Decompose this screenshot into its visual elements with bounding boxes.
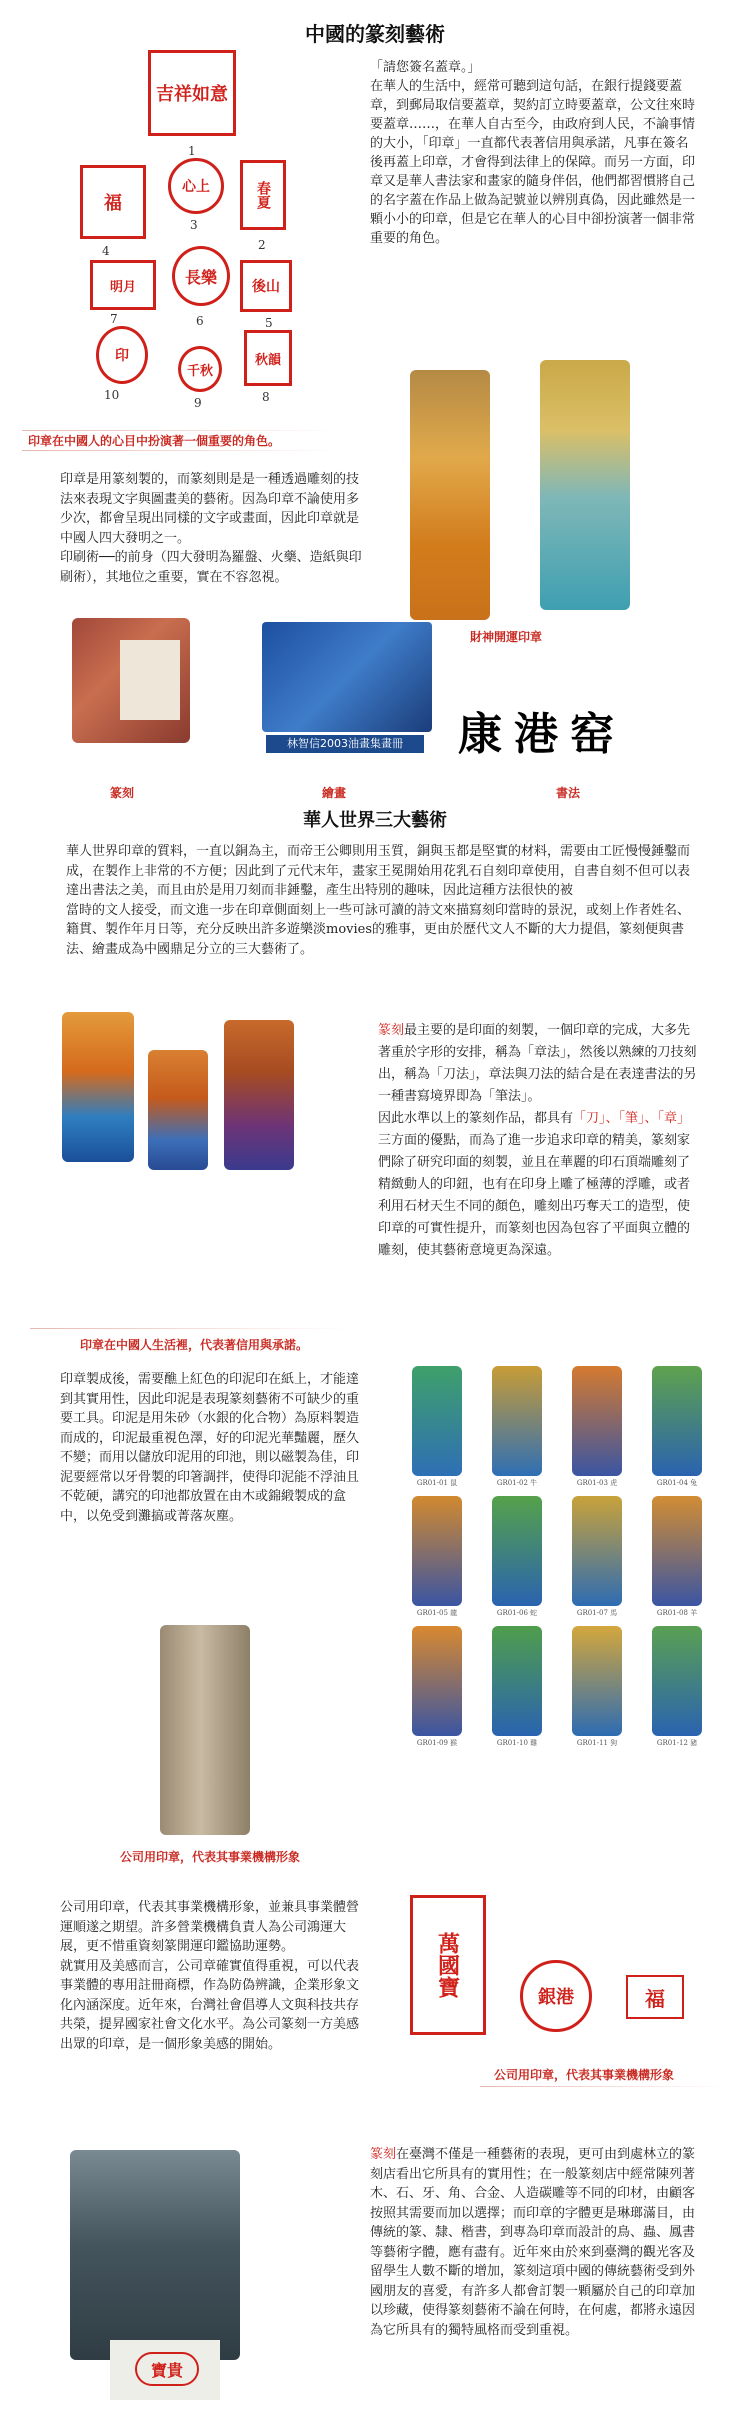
- seal-5-number: 5: [265, 316, 273, 330]
- figurine-photo: [492, 1366, 542, 1476]
- figurine-photo: [652, 1366, 702, 1476]
- zhuanke-text: [378, 1020, 698, 1262]
- section2-text: 華人世界印章的質料，一直以銅為主，而帝王公卿則用玉質，銅與玉都是堅實的材料，需要由工匠慢慢錘鑿而成，在製作上非常的不方便；因此到了元代末年，畫家王冕開始用花乳石自刻印章使用，自書自刻不但可以表達出書法之美，而且由於是用刀刻而非錘鑿，產生出特別的趣味，因此這種方法很快的被 當時的文人接受，而文進一步在印章側面刻上一些可詠可讀的詩文來描寫刻印當時的景況，或刻上作者姓名、籍貫、製作年月日等，充分反映出許多遊樂淡movies的雅事，更由於歷代文人不斷的大力提倡，篆刻便與書法、繪畫成為中國鼎足分立的三大藝術了。: [66, 844, 691, 957]
- calligraphy-slip: [120, 640, 180, 720]
- figurine-label: GR01-02 牛: [496, 1479, 538, 1487]
- figurine-label: GR01-12 豬: [656, 1739, 698, 1747]
- seal-6-number: 6: [196, 314, 204, 328]
- seal-3: [168, 158, 224, 214]
- seal-2-glyph: 春夏: [255, 181, 271, 209]
- seal-7-glyph: 明月: [109, 279, 136, 295]
- calligraphy-text: 康港窑: [458, 709, 626, 760]
- figurine-photo: [572, 1626, 622, 1736]
- glass-seal-photo: [224, 1020, 294, 1170]
- caption-company-seal-2: 公司用印章，代表其事業機構形象: [494, 2068, 675, 2082]
- jade-seal-photo: [540, 360, 630, 610]
- seal-1-number: 1: [188, 144, 196, 158]
- company-seal-1-glyph: 萬國寶: [434, 1932, 461, 1998]
- company-seal-3: [626, 1975, 684, 2019]
- company-seal-2-glyph: 銀港: [538, 1987, 574, 2008]
- seal-collection: [60, 50, 340, 440]
- seal-8: [244, 330, 292, 386]
- figurine-label: GR01-04 兔: [656, 1479, 698, 1487]
- company-seal-1: [410, 1895, 486, 2035]
- seal-2: [240, 160, 286, 230]
- company-text: 公司用印章，代表其事業機構形象，並兼具事業體營運順遂之期望。許多營業機構負責人為公司鴻運大展，更不惜重資刻篆開運印鑑協助運勢。 就實用及美感而言，公司章確實值得重視，可以代表事業體的專用註冊商標，作為防偽辨識，企業形象文化內涵深度。近年來，台灣社會倡導人文與科技共存共榮，提昇國家社會文化水平。為公司篆刻一方美感出眾的印章，是一個形象美感的開始。: [60, 1900, 360, 2052]
- seal-3-number: 3: [190, 218, 198, 232]
- figurine-label: GR01-11 狗: [576, 1739, 618, 1747]
- seal-2-number: 2: [258, 238, 266, 252]
- figurine-photo: [652, 1496, 702, 1606]
- section2-title: 華人世界三大藝術: [303, 810, 447, 831]
- caption-caishen-seal: 財神開運印章: [470, 630, 543, 644]
- figurine-label: GR01-01 鼠: [416, 1479, 458, 1487]
- seal-8-number: 8: [262, 390, 270, 404]
- seal-7: [90, 260, 156, 310]
- seal-4-glyph: 福: [104, 193, 122, 214]
- figurine-label: GR01-10 雞: [496, 1739, 538, 1747]
- seal-9: [178, 346, 222, 392]
- figurine-photo: [572, 1496, 622, 1606]
- seal-4-number: 4: [102, 244, 110, 258]
- seal-10-number: 10: [104, 388, 120, 402]
- figurine-label: GR01-08 羊: [656, 1609, 698, 1617]
- glass-seal-photo: [148, 1050, 208, 1170]
- final-text: [370, 2145, 700, 2340]
- seal-10-glyph: 印: [115, 348, 129, 364]
- divider: [22, 430, 342, 431]
- company-seal-3-glyph: 福: [645, 1986, 665, 2011]
- seal-6-glyph: 長樂: [184, 267, 217, 287]
- figurine-photo: [492, 1496, 542, 1606]
- seal-10: [96, 326, 148, 384]
- divider: [22, 450, 342, 451]
- figurine-photo: [572, 1366, 622, 1476]
- seal-4: [80, 165, 146, 239]
- calligraphy-panel: [458, 690, 718, 760]
- label-seal-carving: 篆刻: [110, 786, 135, 800]
- caption-trust-promise: 印章在中國人生活裡，代表著信用與承諾。: [80, 1338, 309, 1352]
- final-zhuanke-term: 篆刻: [370, 2147, 397, 2162]
- figurine-photo: [412, 1496, 462, 1606]
- seal-print-photo: [70, 2150, 240, 2360]
- inkpad-text: 印章製成後，需要醮上紅色的印泥印在紙上，才能達到其實用性，因此印泥是表現篆刻藝術不可缺少的重要工具。印泥是用朱砂（水銀的化合物）為原料製造而成的，印泥最重視色澤，好的印泥光華豔麗，歷久不變；而用以儲放印泥用的印池，則以磁製為佳，印泥要經常以牙骨製的印箸調拌，使得印泥能不浮油且不乾硬，講究的印池都放置在由木或錦緞製成的盒中，以免受到灘搞或菁落灰塵。: [60, 1372, 360, 1524]
- seal-7-number: 7: [110, 312, 118, 326]
- label-painting: 繪畫: [322, 786, 347, 800]
- label-calligraphy: 書法: [556, 786, 581, 800]
- seal-6: [172, 246, 230, 306]
- seal-art-text: 印章是用篆刻製的，而篆刻則是是一種透過雕刻的技法來表現文字與圖畫美的藝術。因為印章不論使用多少次，都會呈現出同樣的文字或畫面，因此印章就是中國人四大發明之一。 印刷術──的前身（四大發明為羅盤、火藥、造紙與印刷術），其地位之重要，實在不容忽視。: [60, 472, 362, 585]
- figurine-label: GR01-09 猴: [416, 1739, 458, 1747]
- stone-seal-photo: [160, 1625, 250, 1835]
- zhuanke-text-a: 最主要的是印面的刻製，一個印章的完成，大多先著重於字形的安排，稱為「章法」，然後以熟練的刀技刻出，稱為「刀法」，章法與刀法的結合是在表達書法的另一種書寫境界即為「筆法」。 因此水準以上的篆刻作品，都具有: [378, 1023, 697, 1126]
- seal-9-number: 9: [194, 396, 202, 410]
- caption-company-seal: 公司用印章，代表其事業機構形象: [120, 1850, 301, 1864]
- divider: [480, 2086, 730, 2087]
- book-title: 林智信2003油畫集畫冊: [266, 735, 424, 753]
- figurine-label: GR01-05 龍: [416, 1609, 458, 1617]
- glass-seal-photo: [62, 1012, 134, 1162]
- figurine-label: GR01-03 虎: [576, 1479, 618, 1487]
- intro-text: 「請您簽名蓋章。」 在華人的生活中，經常可聽到這句話，在銀行提錢要蓋章，到郵局取信要蓋章，契約訂立時要蓋章，公文往來時要蓋章……，在華人自古至今，由政府到人民，不論事情的大小，「印章」一直都代表著信用與承諾，凡事在簽名後再蓋上印章，才會得到法律上的保障。而另一方面，印章又是華人書法家和畫家的隨身伴侶，他們都習慣將自己的名字蓋在作品上做為記號並以辨別真偽，因此雖然是一顆小小的印章，但是它在華人的心目中卻扮演著一個非常重要的角色。: [370, 60, 696, 246]
- page-title: 中國的篆刻藝術: [305, 22, 445, 46]
- seal-1-glyph: 吉祥如意: [156, 84, 228, 105]
- zodiac-figurine-grid: [402, 1360, 732, 1755]
- caption-seal-role: 印章在中國人的心目中扮演著一個重要的角色。: [28, 434, 281, 448]
- figurine-label: GR01-07 馬: [576, 1609, 618, 1617]
- figurine-photo: [412, 1366, 462, 1476]
- zhuanke-term: 篆刻: [378, 1023, 405, 1038]
- divider: [30, 1328, 350, 1329]
- figurine-photo: [652, 1626, 702, 1736]
- seal-5-glyph: 後山: [252, 279, 280, 295]
- final-text-body: 在臺灣不僅是一種藝術的表現，更可由到處林立的篆刻店看出它所具有的實用性；在一般篆刻店中經常陳列著木、石、牙、角、合金、人造碳雕等不同的印材，由顧客按照其需要而加以選擇；而印章的字體更是琳瑯滿目，由傳統的篆、隸、楷書，到專為印章而設計的鳥、蟲、鳳書等藝術字體，應有盡有。近年來由於來到臺灣的觀光客及留學生人數不斷的增加，篆刻這項中國的傳統藝術受到外國朋友的喜愛，有許多人都會訂製一顆屬於自己的印章加以珍藏，使得篆刻藝術不論在何時，在何處，都將永遠因為它所具有的獨特風格而受到重視。: [370, 2147, 696, 2338]
- seal-3-glyph: 心上: [182, 179, 210, 195]
- stamped-seal-glyph: 寶貴: [150, 2360, 183, 2380]
- figurine-photo: [492, 1626, 542, 1736]
- company-seal-2: [520, 1960, 592, 2032]
- figurine-label: GR01-06 蛇: [496, 1609, 538, 1617]
- seal-5: [240, 260, 292, 312]
- book-photo: [262, 622, 432, 732]
- figurine-photo: [412, 1626, 462, 1736]
- golden-seal-photo: [410, 370, 490, 620]
- three-aspects: 「刀」、「筆」、「章」: [573, 1111, 691, 1126]
- zhuanke-text-b: 三方面的優點，而為了進一步追求印章的精美，篆刻家們除了研究印面的刻製，並且在華麗的印石頂端雕刻了精緻動人的印鈕，也有在印身上雕了極薄的浮雕，或者利用石材天生不同的顏色，雕刻出巧奪天工的造型，使印章的可實性提升，而篆刻也因為包容了平面與立體的雕刻，使其藝術意境更為深遠。: [378, 1133, 691, 1258]
- seal-1: [148, 50, 236, 136]
- seal-9-glyph: 千秋: [186, 363, 213, 379]
- seal-8-glyph: 秋韻: [254, 352, 281, 368]
- stamped-seal: [135, 2352, 199, 2386]
